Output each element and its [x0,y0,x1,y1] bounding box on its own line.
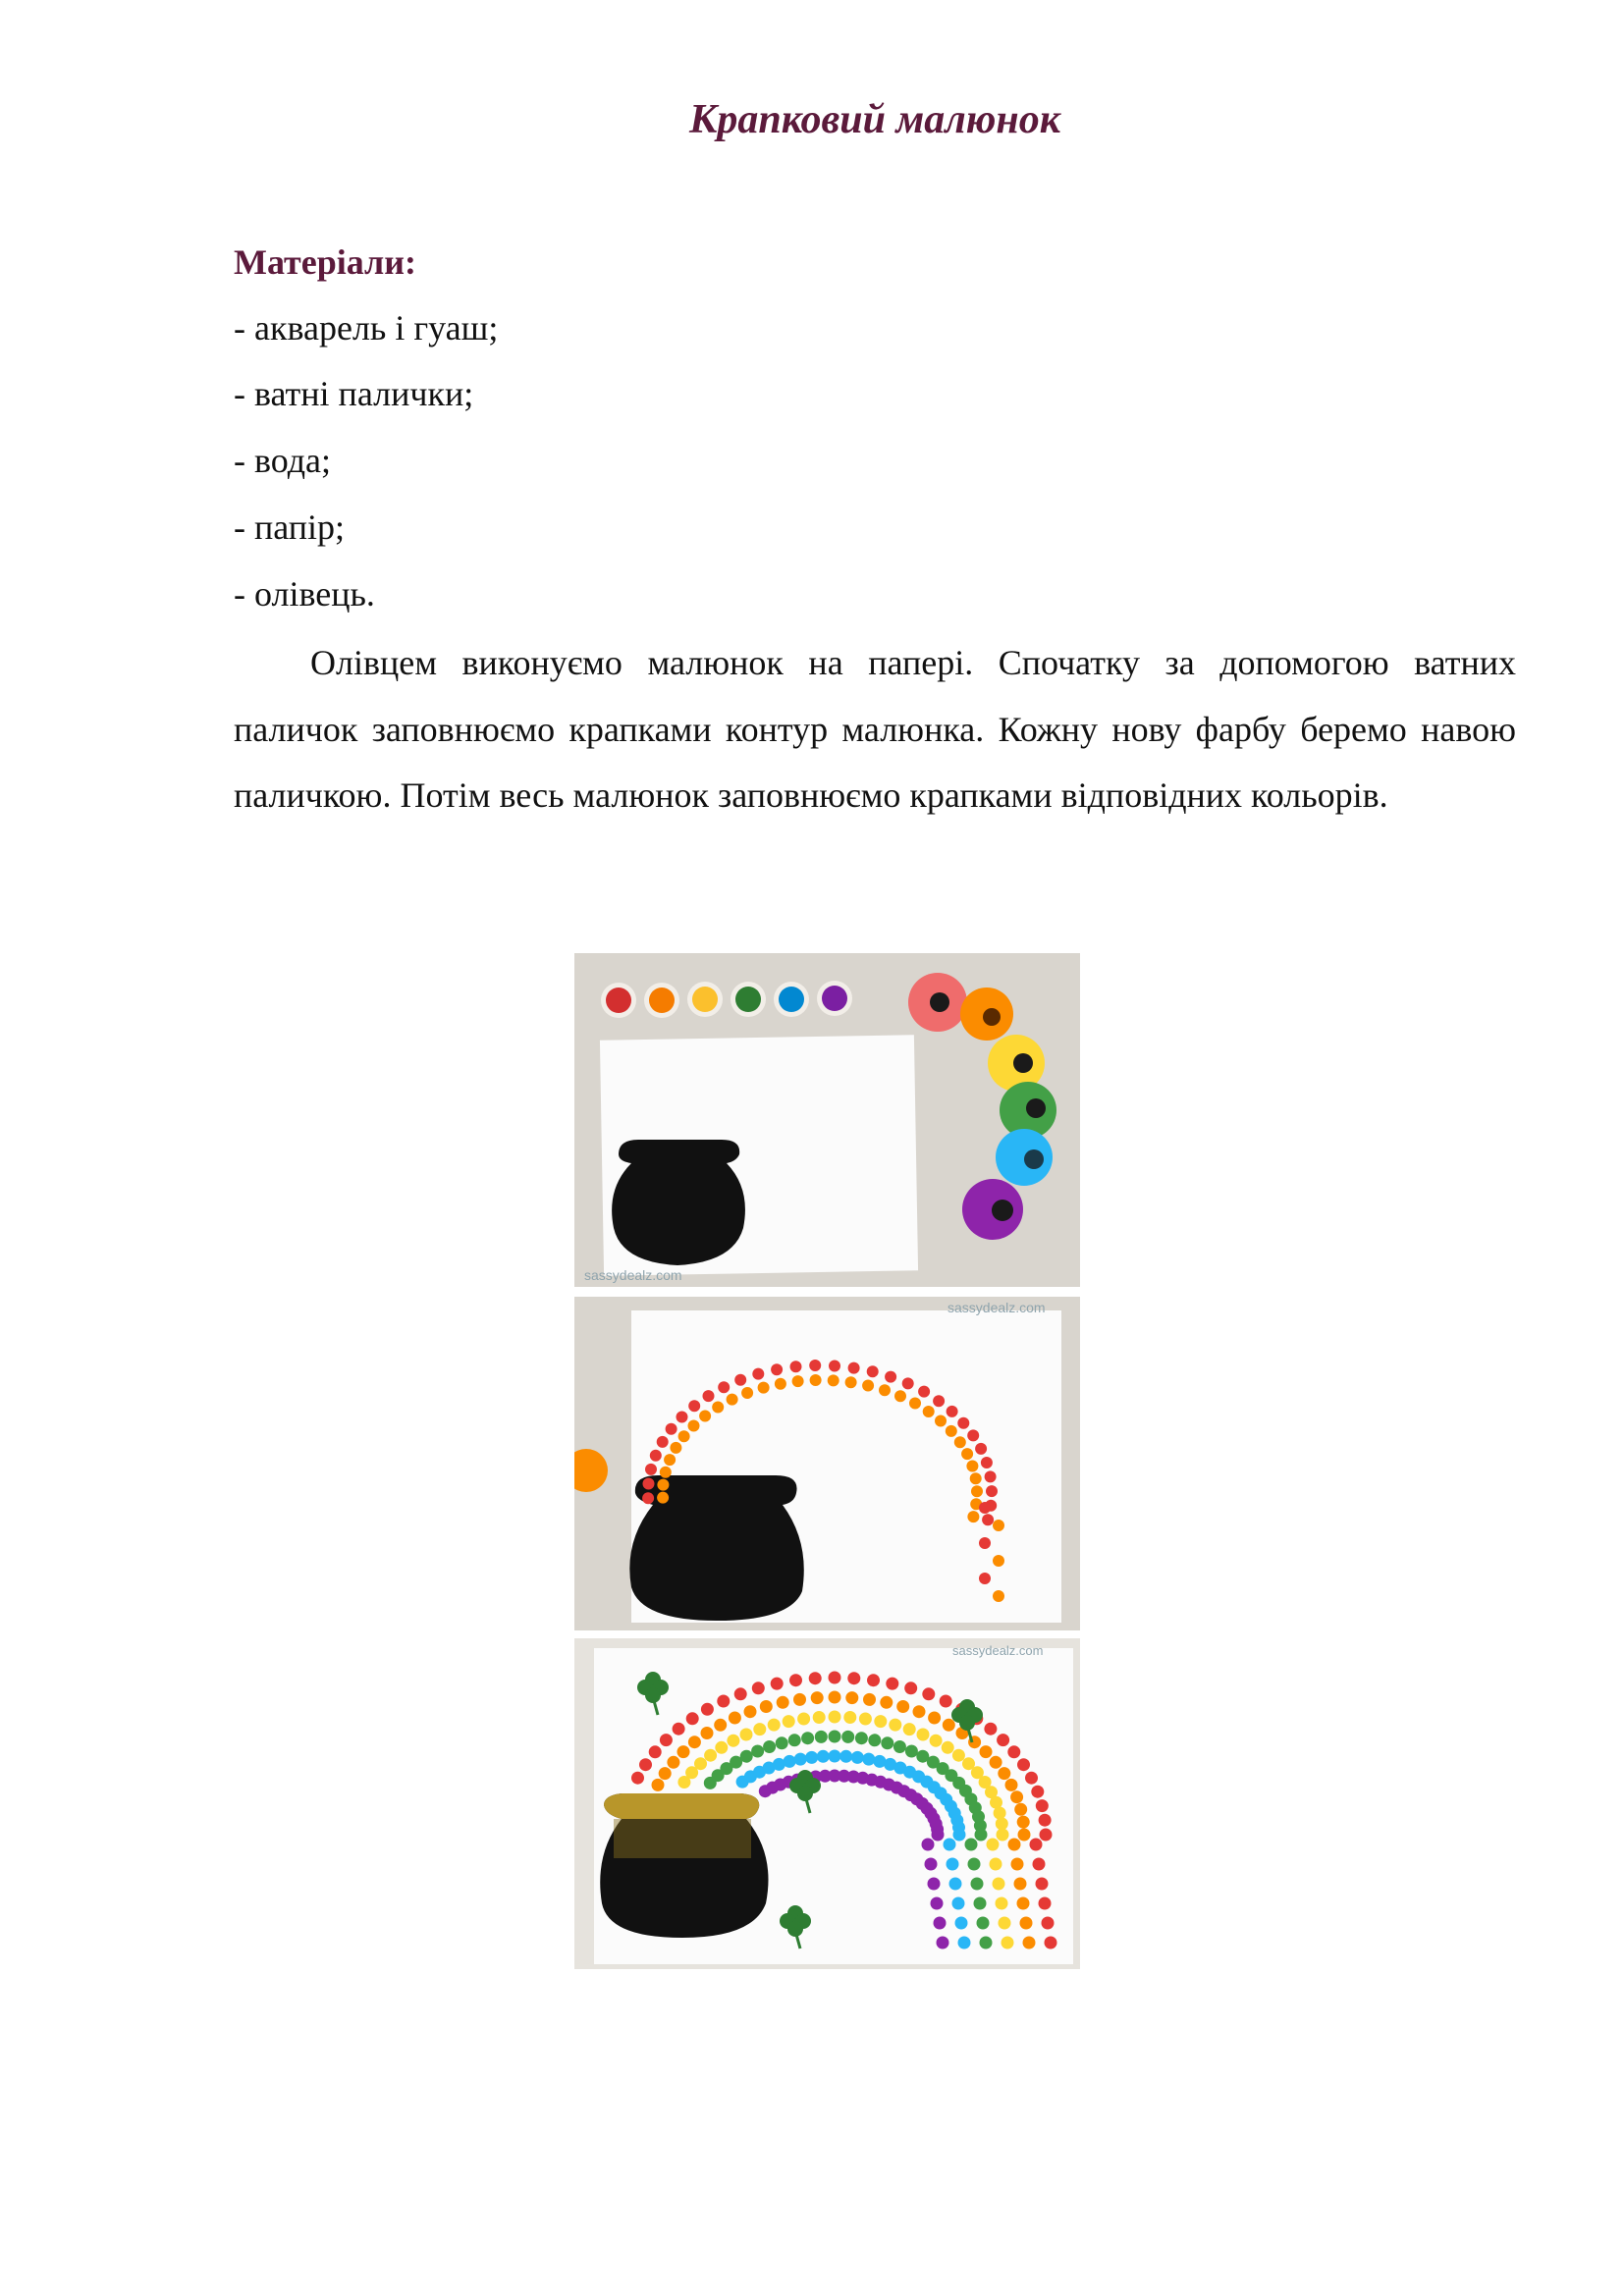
paint-dot [714,1719,727,1732]
paint-dot [862,1753,875,1766]
paint-dot [810,1374,822,1386]
paint-dot [797,1713,810,1726]
paint-dot [829,1672,841,1684]
paint-dot [979,1502,991,1514]
paint-dot [965,1839,978,1851]
watermark: sassydealz.com [947,1300,1046,1315]
paint-dot [1039,1814,1052,1827]
paint-dot [996,1897,1008,1910]
paint-dot [994,1807,1006,1820]
paint-dot [952,1749,965,1762]
paint-dot [999,1917,1011,1930]
paint-dot [1014,1878,1027,1891]
instructions-paragraph: Олівцем виконуємо малюнок на папері. Спочатку за допомогою ватних паличок заповнюємо крапками контур малюнка. Кожну нову фарбу беремо навою паличкою. Потім весь малюнок заповнюємо крапками відповідних кольорів. [234,643,1516,815]
paint-dot [902,1377,914,1389]
paint-dot [701,1703,714,1716]
paint-dot [1031,1786,1044,1798]
materials-item: - акварель і гуаш; [234,308,499,347]
paint-dot [979,1573,991,1584]
paint-dot [922,1687,935,1700]
paint-dot [666,1423,677,1435]
paint-dot [874,1715,887,1728]
paint-dot [879,1384,891,1396]
paint-dot [917,1729,930,1741]
pot-shape [612,1140,745,1265]
paint-dot [943,1719,955,1732]
paint-dot [1040,1829,1053,1842]
paint-dot [688,1400,700,1412]
paint-dot [1045,1937,1057,1949]
paint-dot [918,1386,930,1398]
photo-step-2 [574,1297,1080,1630]
paint-dot [993,1555,1004,1567]
paint-dot [863,1693,876,1706]
paint-dot [979,1537,991,1549]
paint-dot [753,1723,766,1735]
paint-dot [993,1520,1004,1531]
paint-dot [1033,1858,1046,1871]
paint-dot [809,1360,821,1371]
paint-dot [986,1485,998,1497]
paint-dot [829,1711,841,1724]
paint-dot [885,1371,896,1383]
paint-dot [896,1700,909,1713]
paint-dot [946,1425,957,1437]
paint-dot [1018,1829,1031,1842]
paint-dot [905,1745,918,1758]
paint-dot [935,1415,947,1427]
paint-dot [997,1734,1009,1746]
paint-dot [752,1368,764,1380]
paint-dot [997,1829,1009,1842]
paint-dot [881,1736,893,1749]
paint-dot [947,1858,959,1871]
paint-dot [967,1429,979,1441]
paint-dot [940,1695,952,1708]
paint-dot [893,1740,906,1753]
paint-dot [845,1691,858,1704]
paint-dot [768,1719,781,1732]
paint-dot [925,1858,938,1871]
paint-dot [930,1735,943,1747]
materials-item: - олівець. [234,574,375,614]
paint-dot [744,1705,757,1718]
paint-dot [659,1767,672,1780]
paint-dot [975,1443,987,1455]
paint-dot [1036,1878,1049,1891]
paint-dot [727,1394,738,1406]
paint-dot [980,1937,993,1949]
paint-dot [923,1406,935,1417]
paint-dot [913,1705,926,1718]
paint-dot [678,1430,690,1442]
paint-dot [649,1745,662,1758]
paint-dot [699,1411,711,1422]
paint-dot [717,1695,730,1708]
paint-dot [968,1858,981,1871]
paint-dot [657,1479,669,1491]
paint-dot [868,1734,881,1746]
paint-dot [652,1779,665,1791]
paint-dot [631,1772,644,1785]
paint-dot [688,1420,700,1432]
paint-dot [740,1750,753,1763]
paint-dot [851,1751,864,1764]
paint-dot [741,1387,753,1399]
paint-dot [1007,1745,1020,1758]
paint-dot [642,1492,654,1504]
materials-item: - папір; [234,507,346,547]
paint-dot [657,1492,669,1504]
paint-dot [673,1723,685,1735]
paint-dot [712,1402,724,1414]
paint-dot [752,1682,765,1694]
paint-dot [660,1734,673,1746]
paint-dot [763,1740,776,1753]
paint-dot [867,1674,880,1686]
paint-dot [751,1745,764,1758]
paint-dot [817,1750,830,1763]
paint-dot [801,1732,814,1744]
paint-dot [934,1917,947,1930]
paint-dot [957,1417,969,1429]
paint-dot [933,1395,945,1407]
paint-dot [794,1753,807,1766]
paint-dot [1001,1937,1014,1949]
paint-dot [980,1745,993,1758]
paint-dot [645,1464,657,1475]
materials-heading: Матеріали: [234,242,416,282]
paint-dot [650,1450,662,1462]
paint-dot [903,1723,916,1735]
paint-dot [1008,1839,1021,1851]
paint-dot [1005,1779,1018,1791]
paint-dot [867,1365,879,1377]
paint-dot [1020,1917,1033,1930]
paint-dot [784,1755,796,1768]
paint-dot [928,1712,941,1725]
paint-dot [828,1374,839,1386]
paint-dot [1010,1790,1023,1803]
paint-dot [815,1731,828,1743]
paint-dot [961,1448,973,1460]
paint-dot [670,1442,681,1454]
photo-step-1 [574,953,1080,1287]
paint-dot [859,1713,872,1726]
paint-dot [660,1467,672,1478]
paint-dot [998,1767,1010,1780]
paint-dot [847,1672,860,1684]
paint-dot [667,1756,679,1769]
paint-dot [843,1711,856,1724]
paint-dot [729,1712,741,1725]
paint-dot [788,1734,801,1746]
paint-dot [734,1374,746,1386]
paint-dot [639,1758,652,1771]
paint-dot [952,1897,965,1910]
paint-dot [984,1723,997,1735]
paint-dot [993,1590,1004,1602]
paint-dot [688,1735,701,1748]
paint-dot [967,1511,979,1522]
paint-dot [664,1454,676,1466]
paint-dot [974,1897,987,1910]
paint-dot [777,1696,789,1709]
paint-dot [776,1736,788,1749]
paint-dot [1039,1897,1052,1910]
photo-step-3 [574,1638,1080,1969]
paint-dot [953,1829,966,1842]
paint-dot [740,1729,753,1741]
paint-dot [715,1741,728,1754]
watermark: sassydealz.com [952,1643,1044,1658]
paint-dot [775,1378,786,1390]
paint-dot [990,1756,1002,1769]
paint-dot [1025,1772,1038,1785]
paint-dot [958,1937,971,1949]
paint-dot [704,1749,717,1762]
paint-dot [792,1375,804,1387]
paint-dot [982,1514,994,1525]
paint-dot [855,1732,868,1744]
page-title: Крапковий малюнок [688,97,1061,142]
paint-dot [966,1461,978,1472]
pot-rim-gold [604,1793,759,1819]
paint-dot [954,1436,966,1448]
paint-dot [771,1678,784,1690]
paint-dot [845,1376,857,1388]
paint-dot [829,1731,841,1743]
paint-dot [694,1757,707,1770]
paint-dot [1017,1816,1030,1829]
paint-dot [922,1839,935,1851]
craft-photo-collage [574,953,1080,1969]
watermark: sassydealz.com [584,1267,682,1283]
paint-dot [839,1750,852,1763]
paint-dot [1014,1803,1027,1816]
paint-dot [701,1727,714,1739]
paint-dot [977,1917,990,1930]
paint-dot [677,1745,690,1758]
paint-dot [987,1839,1000,1851]
paint-dot [677,1412,688,1423]
paint-dot [862,1380,874,1392]
paint-dot [932,1829,945,1842]
paint-dot [928,1878,941,1891]
paint-dot [894,1390,906,1402]
paint-dot [829,1691,841,1704]
paint-dot [1017,1758,1030,1771]
paint-dot [813,1711,826,1724]
paint-dot [758,1382,770,1394]
paint-dot [643,1478,655,1490]
paint-dot [971,1878,984,1891]
paint-dot [848,1362,860,1374]
paint-dot [686,1712,699,1725]
paint-dot [1042,1917,1055,1930]
paint-dot [931,1897,944,1910]
paint-dot [809,1672,822,1684]
paint-dot [789,1674,802,1686]
paint-dot [727,1735,739,1747]
paint-dot [703,1390,715,1402]
paint-dot [886,1678,898,1690]
paint-dot [771,1363,783,1375]
materials-item: - вода; [234,441,331,480]
paint-dot [805,1751,818,1764]
paint-dot [975,1829,988,1842]
paint-dot [937,1937,949,1949]
paint-dot [718,1381,730,1393]
pot-shape [629,1475,803,1621]
paint-dot [880,1696,893,1709]
paint-dot [944,1839,956,1851]
paint-dot [1011,1858,1024,1871]
paint-dot [811,1691,824,1704]
paint-dot [981,1457,993,1468]
paint-dot [1017,1897,1030,1910]
paint-dot [996,1817,1008,1830]
paint-dot [829,1361,840,1372]
paint-dot [947,1406,958,1417]
paint-dot [1036,1799,1049,1812]
paint-dot [993,1878,1005,1891]
materials-item: - ватні палички; [234,374,474,413]
paint-dot [889,1719,901,1732]
paint-dot [949,1878,962,1891]
paint-dot [909,1398,921,1410]
paint-dot [790,1361,802,1372]
paint-dot [841,1731,854,1743]
paint-dot [793,1693,806,1706]
paint-dot [760,1700,773,1713]
paint-dot [970,1472,982,1484]
paint-dot [990,1858,1002,1871]
paint-dot [1023,1937,1036,1949]
paint-dot [657,1436,669,1448]
paint-dot [734,1687,747,1700]
paint-dot [955,1917,968,1930]
paint-dot [971,1485,983,1497]
paint-dot [1030,1839,1043,1851]
paint-dot [904,1682,917,1694]
paint-dot [783,1715,795,1728]
paint-dot [829,1750,841,1763]
paint-dot [985,1470,997,1482]
paint-dot [942,1741,954,1754]
